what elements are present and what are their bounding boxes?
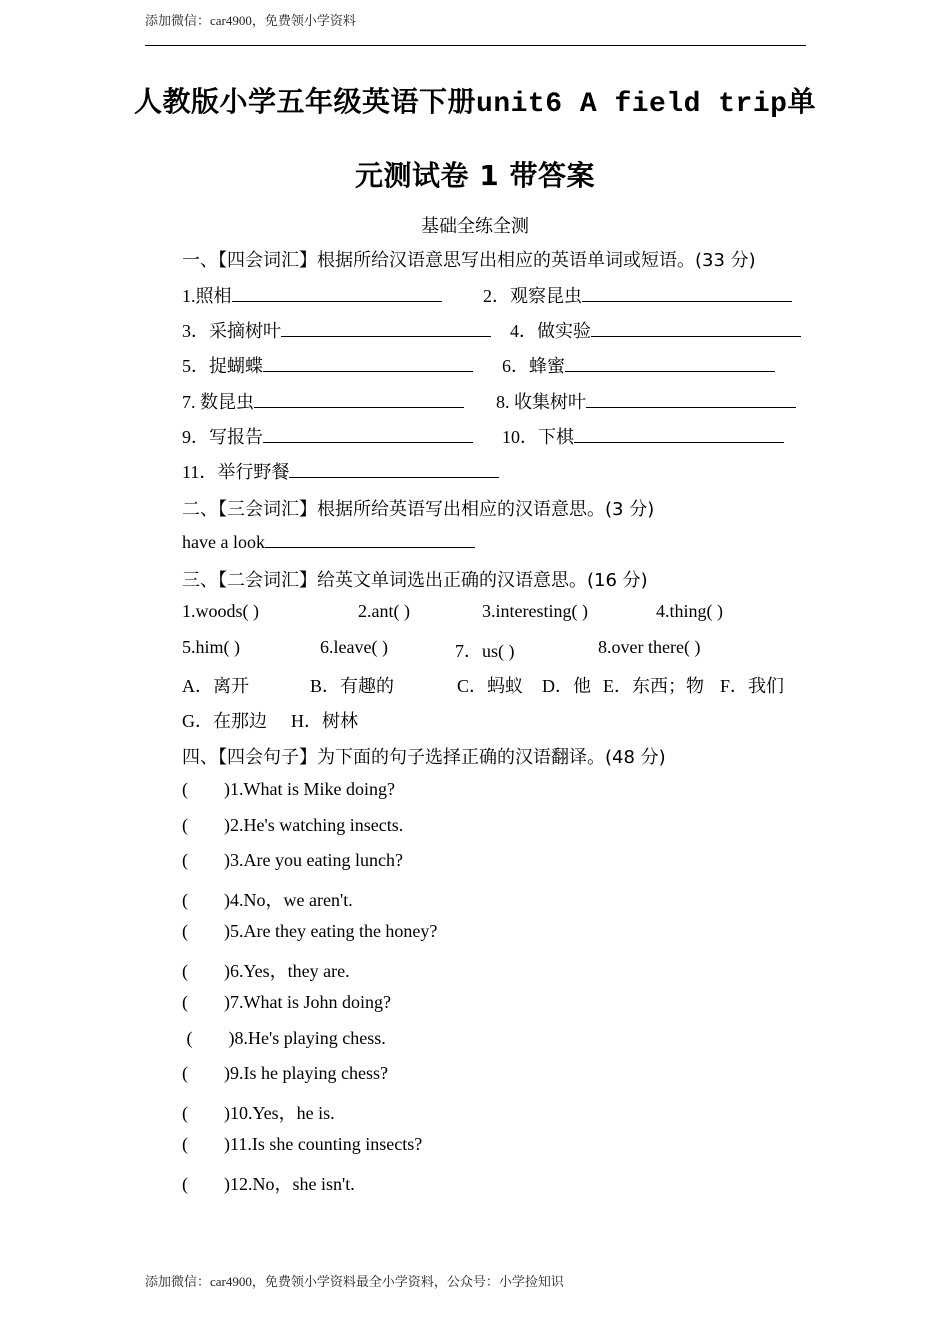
option-label: A．离开 — [182, 676, 249, 696]
sentence-item[interactable]: ( )11.Is she counting insects? — [182, 1134, 423, 1154]
option-label: B．有趣的 — [310, 676, 395, 696]
sentence-item[interactable]: ( )8.He's playing chess. — [182, 1028, 386, 1048]
page-title-line2: 元测试卷 1 带答案 — [355, 159, 595, 192]
option-label: E．东西；物 — [603, 676, 704, 696]
item-label: have a look — [182, 532, 265, 552]
fill-item — [182, 388, 464, 414]
item-label: 3．采摘树叶 — [182, 321, 281, 341]
option-label: G．在那边 — [182, 711, 267, 731]
item-label: 9．写报告 — [182, 427, 263, 447]
section1-heading: 一、【四会词汇】根据所给汉语意思写出相应的英语单词或短语。(33 分) — [182, 250, 756, 271]
item-label: 10．下棋 — [502, 427, 574, 447]
sentence-item[interactable]: ( )5.Are they eating the honey? — [182, 921, 438, 941]
header-note: 添加微信：car4900，免费领小学资料 — [145, 13, 356, 28]
fill-item — [182, 530, 475, 553]
footer-note: 添加微信：car4900，免费领小学资料最全小学资料，公众号：小学捡知识 — [145, 1274, 564, 1289]
fill-item — [502, 423, 784, 449]
item-label: 11．举行野餐 — [182, 462, 290, 482]
item-label: 7. 数昆虫 — [182, 392, 254, 412]
answer-blank[interactable] — [254, 390, 464, 408]
item-label: 2．观察昆虫 — [483, 286, 582, 306]
option-label: F．我们 — [720, 676, 785, 696]
sentence-item[interactable]: ( )6.Yes，they are. — [182, 961, 350, 981]
choice-item[interactable]: 1.woods( ) — [182, 601, 259, 621]
option-label: C．蚂蚁 — [457, 676, 524, 696]
answer-blank[interactable] — [263, 354, 473, 372]
sentence-item[interactable]: ( )12.No，she isn't. — [182, 1174, 355, 1194]
answer-blank[interactable] — [574, 425, 784, 443]
item-label: 1.照相 — [182, 286, 232, 306]
answer-blank[interactable] — [591, 319, 801, 337]
sentence-item[interactable]: ( )3.Are you eating lunch? — [182, 850, 403, 870]
item-label: 8. 收集树叶 — [496, 392, 586, 412]
title-end: 单 — [787, 85, 816, 118]
fill-item — [182, 282, 442, 308]
fill-item — [510, 317, 801, 343]
sentence-item[interactable]: ( )10.Yes，he is. — [182, 1103, 335, 1123]
choice-item[interactable]: 2.ant( ) — [358, 601, 410, 621]
answer-blank[interactable] — [265, 530, 475, 548]
fill-item — [502, 352, 775, 378]
answer-blank[interactable] — [289, 460, 499, 478]
sentence-item[interactable]: ( )1.What is Mike doing? — [182, 779, 395, 799]
option-label: H．树林 — [291, 711, 358, 731]
answer-blank[interactable] — [582, 284, 792, 302]
fill-item — [496, 388, 796, 414]
choice-item[interactable]: 3.interesting( ) — [482, 601, 588, 621]
fill-item — [182, 352, 473, 378]
answer-blank[interactable] — [281, 319, 491, 337]
page-title-line1 — [120, 80, 830, 120]
fill-item — [483, 282, 792, 308]
answer-blank[interactable] — [263, 425, 473, 443]
section3-heading: 三、【二会词汇】给英文单词选出正确的汉语意思。(16 分) — [182, 570, 648, 591]
choice-item[interactable]: 7．us( ) — [455, 641, 515, 661]
title-en: unit6 A field trip — [476, 89, 788, 120]
sentence-item[interactable]: ( )2.He's watching insects. — [182, 815, 404, 835]
choice-item[interactable]: 6.leave( ) — [320, 637, 388, 657]
section4-heading: 四、【四会句子】为下面的句子选择正确的汉语翻译。(48 分) — [182, 747, 666, 768]
sentence-item[interactable]: ( )9.Is he playing chess? — [182, 1063, 388, 1083]
item-label: 6．蜂蜜 — [502, 356, 565, 376]
sentence-item[interactable]: ( )4.No，we aren't. — [182, 890, 353, 910]
sentence-item[interactable]: ( )7.What is John doing? — [182, 992, 391, 1012]
section2-heading: 二、【三会词汇】根据所给英语写出相应的汉语意思。(3 分) — [182, 499, 655, 520]
header-divider — [145, 45, 806, 46]
subtitle: 基础全练全测 — [421, 216, 529, 237]
answer-blank[interactable] — [565, 354, 775, 372]
fill-item — [182, 317, 491, 343]
choice-item[interactable]: 5.him( ) — [182, 637, 240, 657]
choice-item[interactable]: 4.thing( ) — [656, 601, 723, 621]
item-label: 4．做实验 — [510, 321, 591, 341]
option-label: D．他 — [542, 676, 591, 696]
fill-item — [182, 423, 473, 449]
choice-item[interactable]: 8.over there( ) — [598, 637, 701, 657]
answer-blank[interactable] — [586, 390, 796, 408]
fill-item — [182, 458, 499, 484]
answer-blank[interactable] — [232, 284, 442, 302]
item-label: 5．捉蝴蝶 — [182, 356, 263, 376]
title-cn: 人教版小学五年级英语下册 — [134, 85, 477, 118]
